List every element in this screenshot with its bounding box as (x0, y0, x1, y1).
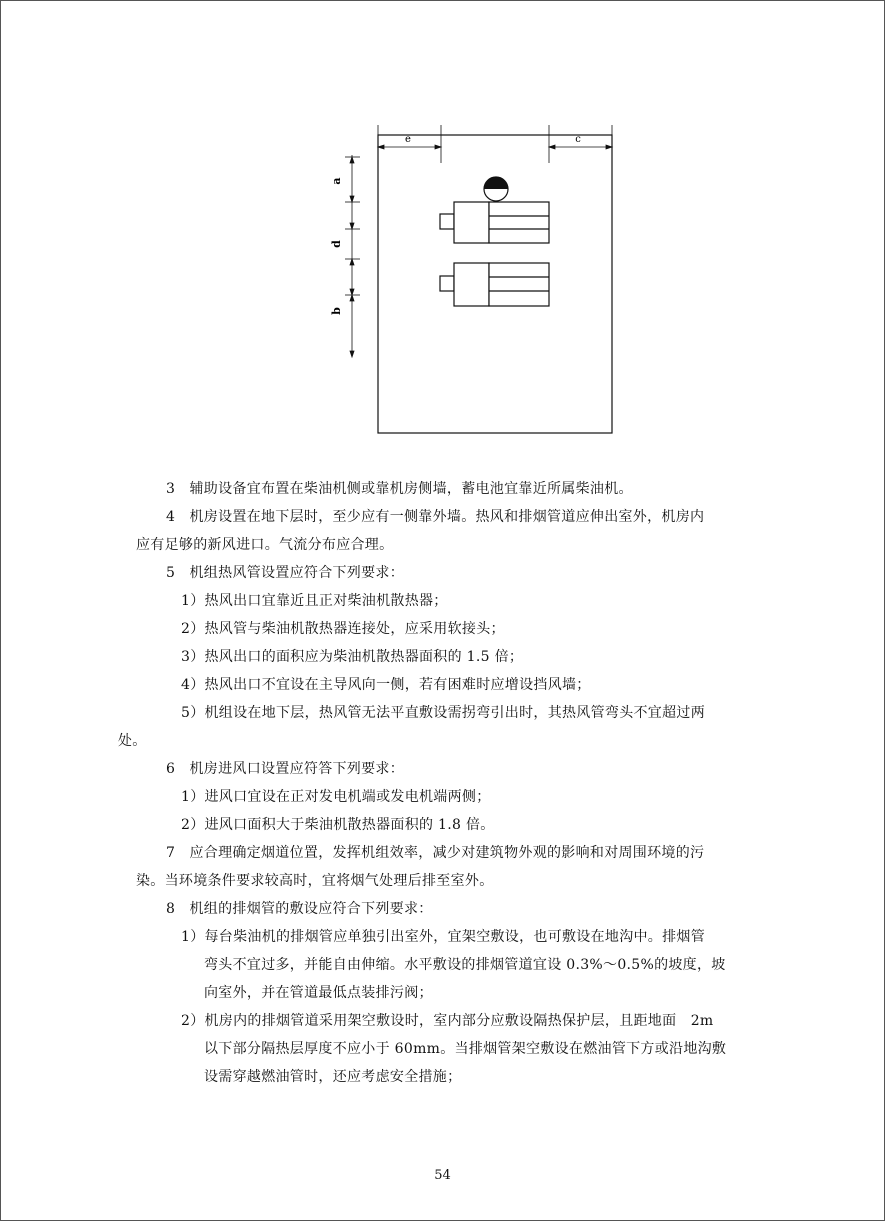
item-5-1: 1）热风出口宜靠近且正对柴油机散热器； (181, 593, 448, 609)
label-b: b (330, 307, 343, 315)
item-5-4: 4）热风出口不宜设在主导风向一侧，若有困难时应增设挡风墙； (181, 677, 591, 693)
paragraph-3: 3 辅助设备宜布置在柴油机侧或靠机房侧墙，蓄电池宜靠近所属柴油机。 (166, 481, 633, 497)
item-8-2-line-3: 设需穿越燃油管时，还应考虑安全措施； (204, 1069, 462, 1085)
item-8-2-line-2: 以下部分隔热层厚度不应小于 60mm。当排烟管架空敷设在燃油管下方或沿地沟敷 (204, 1041, 727, 1057)
paragraph-4-line-2: 应有足够的新风进口。气流分布应合理。 (136, 537, 394, 553)
label-c: c (575, 134, 581, 145)
label-a: a (330, 177, 343, 185)
item-6-1: 1）进风口宜设在正对发电机端或发电机端两侧； (181, 789, 491, 805)
generator-unit-2 (440, 263, 549, 306)
item-6-2: 2）进风口面积大于柴油机散热器面积的 1.8 倍。 (181, 817, 495, 833)
body-text (118, 475, 764, 1091)
page-number: 54 (434, 1168, 451, 1183)
item-5-2: 2）热风管与柴油机散热器连接处，应采用软接头； (181, 621, 505, 637)
dimension-chain-left (345, 155, 360, 357)
item-8-1-line-2: 弯头不宜过多，并能自由伸缩。水平敷设的排烟管道宜设 0.3%～0.5%的坡度，坡 (204, 957, 726, 973)
paragraph-6: 6 机房进风口设置应符答下列要求： (166, 761, 405, 777)
item-5-5-line-2: 处。 (118, 733, 147, 749)
paragraph-7-line-2: 染。当环境条件要求较高时，宜将烟气处理后排至室外。 (136, 873, 494, 889)
paragraph-8: 8 机组的排烟管的敷设应符合下列要求： (166, 901, 433, 917)
label-d: d (330, 240, 343, 248)
paragraph-5: 5 机组热风管设置应符合下列要求： (166, 565, 405, 581)
item-8-2-line-1: 2）机房内的排烟管道采用架空敷设时，室内部分应敷设隔热保护层，且距地面 2m (181, 1013, 714, 1029)
item-8-1-line-3: 向室外，并在管道最低点装排污阀； (204, 985, 433, 1001)
paragraph-4-line-1: 4 机房设置在地下层时，至少应有一侧靠外墙。热风和排烟管道应伸出室外，机房内 (166, 509, 705, 525)
label-e: e (405, 134, 411, 145)
item-8-1-line-1: 1）每台柴油机的排烟管应单独引出室外，宜架空敷设，也可敷设在地沟中。排烟管 (181, 929, 706, 945)
generator-unit-1 (440, 202, 549, 243)
generator-room-layout-diagram (320, 125, 630, 445)
item-5-3: 3）热风出口的面积应为柴油机散热器面积的 1.5 倍； (181, 649, 524, 665)
item-5-5-line-1: 5）机组设在地下层，热风管无法平直敷设需拐弯引出时，其热风管弯头不宜超过两 (181, 705, 706, 721)
paragraph-7-line-1: 7 应合理确定烟道位置，发挥机组效率，减少对建筑物外观的影响和对周围环境的污 (166, 845, 705, 861)
operator-symbol-icon (484, 177, 508, 201)
